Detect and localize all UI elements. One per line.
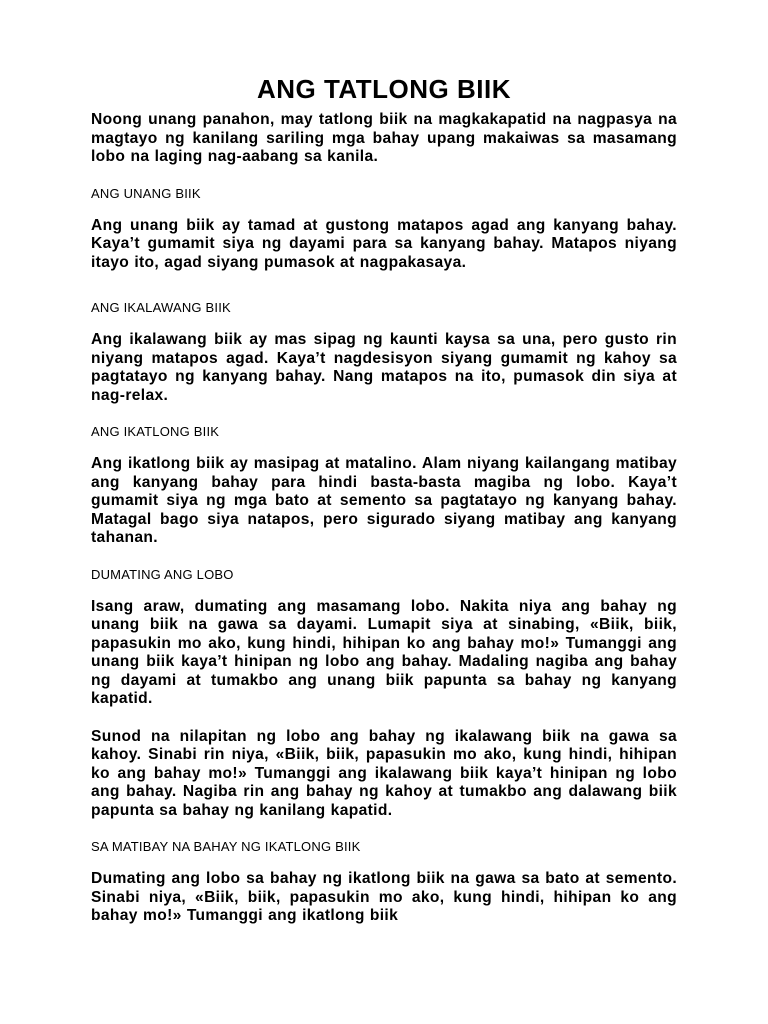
spacer <box>91 855 677 870</box>
section-heading-ikalawang-biik: ANG IKALAWANG BIIK <box>91 300 231 315</box>
document-title: ANG TATLONG BIIK <box>256 74 511 104</box>
spacer <box>91 440 677 455</box>
paragraph-ikatlong-biik: Ang ikatlong biik ay masipag at matalino. Alam niyang kailangang matibay ang kanyang bahay para hindi basta-basta magiba ng lobo. Kaya’t gumamit siya ng mga bato at semento sa pagtatayo ng kanyang bahay. Matagal bago siya natapos, pero sigurado siyang matibay ang kanyang tahanan. <box>91 455 677 546</box>
spacer <box>91 272 677 300</box>
section-heading-matibay-na-bahay: SA MATIBAY NA BAHAY NG IKATLONG BIIK <box>91 839 361 854</box>
spacer <box>91 548 677 567</box>
section-heading-ikatlong-biik: ANG IKATLONG BIIK <box>91 424 220 439</box>
section-heading-unang-biik: ANG UNANG BIIK <box>91 185 201 201</box>
paragraph-dumating-lobo-1: Isang araw, dumating ang masamang lobo. Nakita niya ang bahay ng unang biik na gawa sa dayami. Lumapit siya at sinabing, «Biik, biik, papasukin mo ako, kung hindi, hihipan ko ang bahay mo!» Tumanggi ang unang biik kaya’t hinipan ng lobo ang bahay. Madaling nagiba ang bahay ng dayami at tumakbo ang unang biik papunta sa bahay ng kanyang kapatid. <box>91 597 677 707</box>
paragraph-unang-biik: Ang unang biik ay tamad at gustong matapos agad ang kanyang bahay. Kaya’t gumamit siya ng dayami para sa kanyang bahay. Matapos niyang itayo ito, agad siyang pumasok at nagpakasaya. <box>91 216 677 271</box>
paragraph-dumating-lobo-2: Sunod na nilapitan ng lobo ang bahay ng ikalawang biik na gawa sa kahoy. Sinabi rin niya, «Biik, biik, papasukin mo ako, kung hindi, hihipan ko ang bahay mo!» Tumanggi ang ikalawang biik kaya’t hinipan ng lobo ang bahay. Nagiba rin ang bahay ng kahoy at tumakbo ang dalawang biik papunta sa bahay ng kanilang kapatid. <box>91 727 677 819</box>
document-page <box>91 72 677 926</box>
spacer <box>91 167 677 186</box>
spacer <box>91 316 677 331</box>
section-heading-dumating-ang-lobo: DUMATING ANG LOBO <box>91 566 234 582</box>
spacer <box>91 405 677 424</box>
paragraph-matibay-na-bahay: Dumating ang lobo sa bahay ng ikatlong biik na gawa sa bato at semento. Sinabi niya, «Biik, biik, papasukin mo ako, kung hindi, hihipan ko ang bahay mo!» Tumanggi ang ikatlong biik <box>91 870 677 924</box>
spacer <box>91 709 677 728</box>
spacer <box>91 202 677 217</box>
spacer <box>91 583 677 598</box>
spacer <box>91 820 677 839</box>
paragraph-ikalawang-biik: Ang ikalawang biik ay mas sipag ng kaunti kaysa sa una, pero gusto rin niyang matapos agad. Kaya’t nagdesisyon siyang gumamit ng kahoy sa pagtatayo ng kanyang bahay. Nang matapos na ito, pumasok din siya at nag-relax. <box>91 331 677 404</box>
intro-paragraph: Noong unang panahon, may tatlong biik na magkakapatid na nagpasya na magtayo ng kanilang sariling mga bahay upang makaiwas sa masamang lobo na laging nag-aabang sa kanila. <box>91 111 677 165</box>
